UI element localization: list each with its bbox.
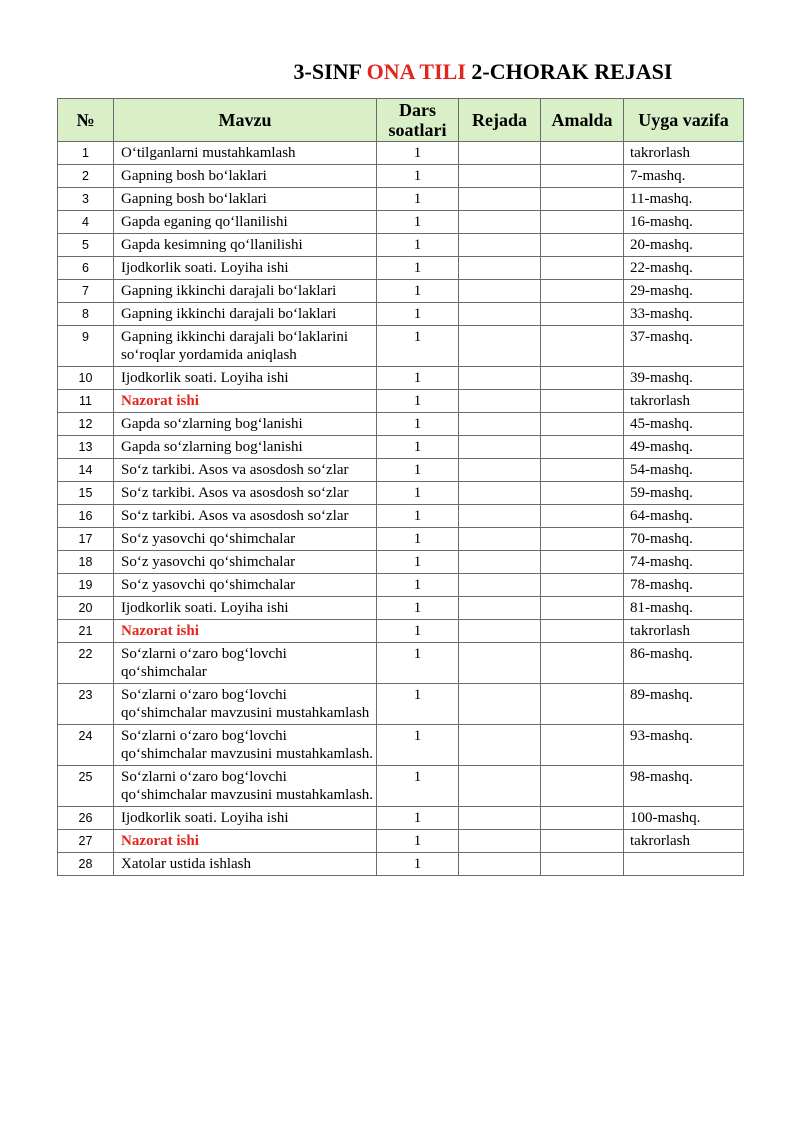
row-topic: Gapda eganing qo‘llanilishi [114,211,377,234]
row-number: 13 [58,436,114,459]
row-hours: 1 [377,766,459,807]
table-row [58,574,744,597]
row-actual [541,551,624,574]
row-plan [459,574,541,597]
row-number: 10 [58,367,114,390]
row-actual [541,459,624,482]
row-number: 23 [58,684,114,725]
row-homework: 29-mashq. [624,280,744,303]
row-number: 20 [58,597,114,620]
row-plan [459,684,541,725]
row-actual [541,807,624,830]
table-row [58,830,744,853]
row-actual [541,597,624,620]
table-row [58,211,744,234]
row-plan [459,505,541,528]
row-hours: 1 [377,620,459,643]
row-actual [541,413,624,436]
row-topic: So‘zlarni o‘zaro bog‘lovchi qo‘shimchalar mavzusini mustahkamlash. [114,725,377,766]
row-number: 2 [58,165,114,188]
lesson-plan-table [57,98,744,876]
table-row [58,528,744,551]
row-hours: 1 [377,188,459,211]
header-plan: Rejada [459,99,541,142]
title-part-3: 2-CHORAK REJASI [465,59,673,84]
row-topic: Xatolar ustida ishlash [114,853,377,876]
row-homework: 70-mashq. [624,528,744,551]
row-topic: Gapda so‘zlarning bog‘lanishi [114,436,377,459]
row-hours: 1 [377,574,459,597]
row-actual [541,367,624,390]
row-topic: O‘tilganlarni mustahkamlash [114,142,377,165]
row-topic: Gapning ikkinchi darajali bo‘laklari [114,303,377,326]
table-row [58,165,744,188]
row-plan [459,830,541,853]
row-topic: Gapda so‘zlarning bog‘lanishi [114,413,377,436]
row-actual [541,188,624,211]
row-topic: Gapning ikkinchi darajali bo‘laklari [114,280,377,303]
row-homework: 74-mashq. [624,551,744,574]
row-hours: 1 [377,142,459,165]
row-actual [541,830,624,853]
row-homework: 16-mashq. [624,211,744,234]
table-row [58,234,744,257]
row-number: 28 [58,853,114,876]
row-hours: 1 [377,853,459,876]
row-topic: So‘zlarni o‘zaro bog‘lovchi qo‘shimchalar [114,643,377,684]
row-homework: 45-mashq. [624,413,744,436]
row-topic: So‘zlarni o‘zaro bog‘lovchi qo‘shimchalar mavzusini mustahkamlash [114,684,377,725]
table-row [58,280,744,303]
row-actual [541,142,624,165]
row-topic: Gapning bosh bo‘laklari [114,188,377,211]
row-actual [541,211,624,234]
row-plan [459,482,541,505]
row-plan [459,853,541,876]
header-number: № [58,99,114,142]
row-plan [459,528,541,551]
row-hours: 1 [377,165,459,188]
row-number: 4 [58,211,114,234]
table-row [58,643,744,684]
row-topic: Ijodkorlik soati. Loyiha ishi [114,257,377,280]
row-homework: 22-mashq. [624,257,744,280]
row-hours: 1 [377,597,459,620]
table-row [58,620,744,643]
row-number: 7 [58,280,114,303]
row-homework: 86-mashq. [624,643,744,684]
row-homework: takrorlash [624,390,744,413]
row-plan [459,188,541,211]
row-actual [541,766,624,807]
row-homework: 54-mashq. [624,459,744,482]
row-number: 27 [58,830,114,853]
row-homework: 37-mashq. [624,326,744,367]
row-actual [541,505,624,528]
row-topic: So‘z yasovchi qo‘shimchalar [114,551,377,574]
row-hours: 1 [377,436,459,459]
table-row [58,326,744,367]
row-number: 6 [58,257,114,280]
row-number: 12 [58,413,114,436]
row-number: 3 [58,188,114,211]
row-number: 9 [58,326,114,367]
title-part-1: 3-SINF [293,59,367,84]
row-number: 22 [58,643,114,684]
table-row [58,505,744,528]
row-homework: 64-mashq. [624,505,744,528]
row-number: 17 [58,528,114,551]
row-actual [541,684,624,725]
row-homework: 49-mashq. [624,436,744,459]
row-topic: So‘z tarkibi. Asos va asosdosh so‘zlar [114,482,377,505]
row-topic: Nazorat ishi [114,830,377,853]
row-number: 18 [58,551,114,574]
row-actual [541,303,624,326]
table-row [58,807,744,830]
row-plan [459,436,541,459]
row-number: 25 [58,766,114,807]
row-hours: 1 [377,303,459,326]
table-row [58,303,744,326]
row-hours: 1 [377,528,459,551]
row-topic: Nazorat ishi [114,390,377,413]
row-actual [541,574,624,597]
row-actual [541,853,624,876]
row-number: 21 [58,620,114,643]
row-homework: 39-mashq. [624,367,744,390]
row-actual [541,257,624,280]
row-plan [459,620,541,643]
row-plan [459,326,541,367]
row-topic: Nazorat ishi [114,620,377,643]
row-hours: 1 [377,807,459,830]
table-header-row [58,99,744,142]
row-actual [541,482,624,505]
row-hours: 1 [377,326,459,367]
row-topic: Gapning bosh bo‘laklari [114,165,377,188]
row-actual [541,643,624,684]
row-homework: 100-mashq. [624,807,744,830]
row-hours: 1 [377,830,459,853]
row-hours: 1 [377,390,459,413]
row-plan [459,367,541,390]
row-homework: takrorlash [624,830,744,853]
header-topic: Mavzu [114,99,377,142]
row-homework: 89-mashq. [624,684,744,725]
row-plan [459,257,541,280]
row-plan [459,234,541,257]
table-row [58,367,744,390]
table-row [58,684,744,725]
row-number: 1 [58,142,114,165]
row-plan [459,413,541,436]
row-homework: 20-mashq. [624,234,744,257]
row-plan [459,597,541,620]
row-actual [541,725,624,766]
title-subject: ONA TILI [366,59,466,84]
table-row [58,257,744,280]
row-plan [459,643,541,684]
row-actual [541,436,624,459]
row-topic: Ijodkorlik soati. Loyiha ishi [114,367,377,390]
table-row [58,551,744,574]
header-homework: Uyga vazifa [624,99,744,142]
row-homework: 59-mashq. [624,482,744,505]
row-plan [459,459,541,482]
row-topic: So‘zlarni o‘zaro bog‘lovchi qo‘shimchalar mavzusini mustahkamlash. [114,766,377,807]
row-topic: Gapda kesimning qo‘llanilishi [114,234,377,257]
table-row [58,188,744,211]
row-hours: 1 [377,211,459,234]
header-hours [377,99,459,142]
row-homework: 78-mashq. [624,574,744,597]
row-topic: Ijodkorlik soati. Loyiha ishi [114,807,377,830]
row-actual [541,620,624,643]
row-actual [541,390,624,413]
page-title [57,58,743,86]
row-number: 14 [58,459,114,482]
row-homework: 98-mashq. [624,766,744,807]
header-actual: Amalda [541,99,624,142]
row-plan [459,165,541,188]
header-hours-line2: soatlari [388,120,447,140]
row-topic: So‘z yasovchi qo‘shimchalar [114,528,377,551]
row-actual [541,528,624,551]
table-row [58,413,744,436]
row-topic: So‘z tarkibi. Asos va asosdosh so‘zlar [114,459,377,482]
row-plan [459,807,541,830]
table-row [58,725,744,766]
row-hours: 1 [377,482,459,505]
row-number: 26 [58,807,114,830]
row-number: 5 [58,234,114,257]
row-hours: 1 [377,257,459,280]
row-homework: 7-mashq. [624,165,744,188]
row-plan [459,766,541,807]
row-hours: 1 [377,413,459,436]
row-hours: 1 [377,367,459,390]
row-plan [459,551,541,574]
row-plan [459,725,541,766]
row-hours: 1 [377,459,459,482]
row-topic: So‘z tarkibi. Asos va asosdosh so‘zlar [114,505,377,528]
row-number: 8 [58,303,114,326]
row-hours: 1 [377,551,459,574]
row-hours: 1 [377,280,459,303]
row-number: 15 [58,482,114,505]
row-plan [459,390,541,413]
row-homework: 33-mashq. [624,303,744,326]
row-topic: Gapning ikkinchi darajali bo‘laklarini so‘roqlar yordamida aniqlash [114,326,377,367]
row-actual [541,165,624,188]
table-row [58,436,744,459]
row-number: 16 [58,505,114,528]
row-actual [541,280,624,303]
row-hours: 1 [377,505,459,528]
row-plan [459,211,541,234]
table-row [58,853,744,876]
row-homework: 93-mashq. [624,725,744,766]
header-hours-line1: Dars [399,100,436,120]
row-homework: takrorlash [624,142,744,165]
row-homework: 81-mashq. [624,597,744,620]
table-row [58,142,744,165]
table-row [58,459,744,482]
row-actual [541,326,624,367]
table-row [58,390,744,413]
row-number: 19 [58,574,114,597]
row-hours: 1 [377,643,459,684]
row-plan [459,142,541,165]
row-hours: 1 [377,234,459,257]
row-topic: Ijodkorlik soati. Loyiha ishi [114,597,377,620]
row-homework [624,853,744,876]
row-homework: 11-mashq. [624,188,744,211]
row-actual [541,234,624,257]
row-number: 24 [58,725,114,766]
table-row [58,597,744,620]
table-row [58,766,744,807]
row-number: 11 [58,390,114,413]
table-row [58,482,744,505]
row-homework: takrorlash [624,620,744,643]
row-hours: 1 [377,684,459,725]
row-plan [459,303,541,326]
row-hours: 1 [377,725,459,766]
row-plan [459,280,541,303]
row-topic: So‘z yasovchi qo‘shimchalar [114,574,377,597]
